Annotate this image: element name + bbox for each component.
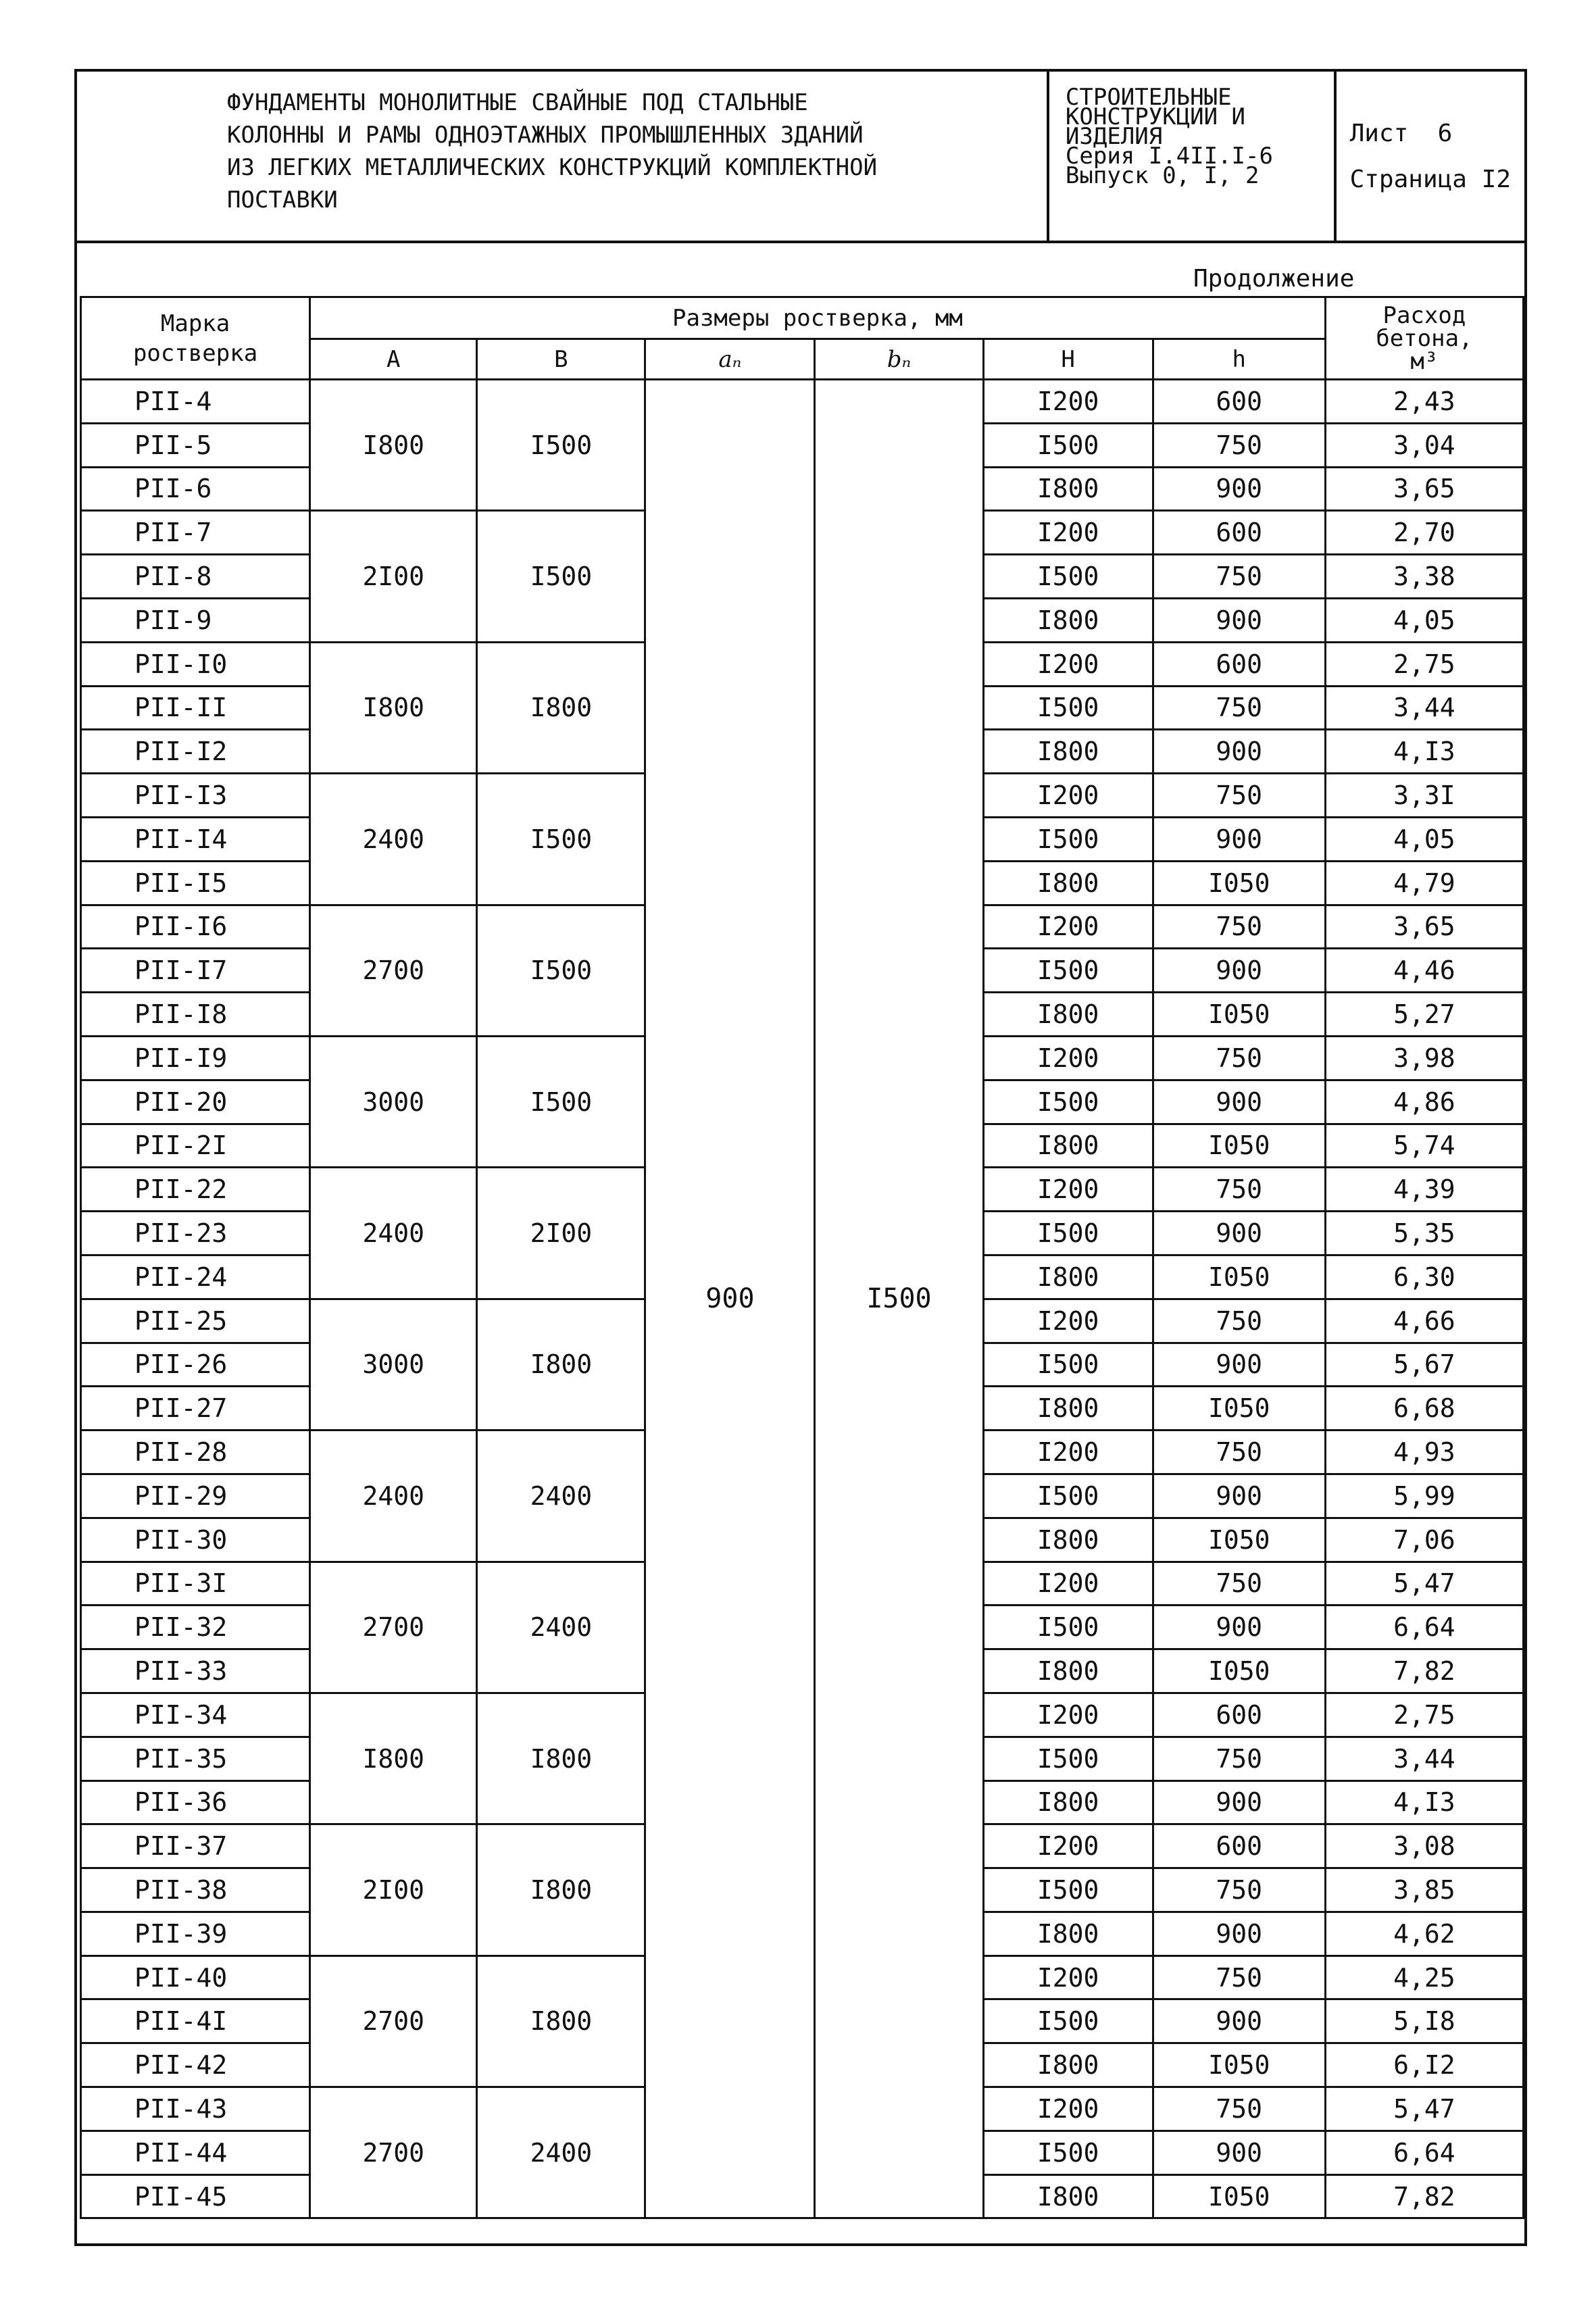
h-upper-cell: I500 [983, 1080, 1153, 1124]
h-upper-cell: I500 [983, 1737, 1153, 1781]
b-cell: I800 [477, 1956, 645, 2087]
h-lower-cell: 600 [1153, 511, 1325, 555]
h-upper-cell: I800 [983, 467, 1153, 511]
continuation-label: Продолжение [1193, 265, 1355, 293]
header-consumption-line: м³ [1410, 347, 1439, 375]
foundation-table [80, 296, 1524, 2219]
mark-cell: PII-42 [81, 2043, 310, 2087]
header-mark-line: ростверка [132, 339, 258, 367]
h-upper-cell: I200 [983, 1299, 1153, 1343]
consumption-cell: 5,47 [1325, 1562, 1523, 1605]
h-upper-cell: I500 [983, 1605, 1153, 1649]
mark-cell: PII-I3 [81, 774, 310, 818]
h-upper-cell: I800 [983, 730, 1153, 774]
b-cell: I500 [477, 380, 645, 511]
h-upper-cell: I800 [983, 598, 1153, 642]
consumption-cell: 4,66 [1325, 1299, 1523, 1343]
consumption-cell: 2,75 [1325, 642, 1523, 686]
b-cell: 2400 [477, 1430, 645, 1562]
consumption-cell: 5,67 [1325, 1343, 1523, 1387]
table-row [81, 380, 1524, 424]
consumption-cell: 5,27 [1325, 993, 1523, 1037]
series-line: Выпуск 0, I, 2 [1065, 162, 1260, 189]
h-upper-cell: I500 [983, 686, 1153, 730]
mark-cell: PII-39 [81, 1912, 310, 1956]
consumption-cell: 3,85 [1325, 1868, 1523, 1912]
h-upper-cell: I800 [983, 2043, 1153, 2087]
h-upper-cell: I800 [983, 2174, 1153, 2218]
header-b: B [477, 339, 645, 380]
h-lower-cell: 600 [1153, 1693, 1325, 1737]
mark-cell: PII-44 [81, 2131, 310, 2174]
b-cell: I500 [477, 905, 645, 1036]
mark-cell: PII-38 [81, 1868, 310, 1912]
h-upper-cell: I200 [983, 1562, 1153, 1605]
h-lower-cell: 900 [1153, 1474, 1325, 1518]
header-mark [81, 297, 310, 380]
mark-cell: PII-34 [81, 1693, 310, 1737]
h-lower-cell: 750 [1153, 1737, 1325, 1781]
mark-cell: PII-I7 [81, 949, 310, 993]
h-upper-cell: I200 [983, 2087, 1153, 2131]
header-consumption [1325, 297, 1523, 380]
h-upper-cell: I500 [983, 423, 1153, 467]
a-cell: I800 [310, 642, 477, 773]
b-cell: I500 [477, 511, 645, 642]
h-lower-cell: 750 [1153, 774, 1325, 818]
h-upper-cell: I800 [983, 993, 1153, 1037]
consumption-cell: 7,06 [1325, 1518, 1523, 1562]
consumption-cell: 3,65 [1325, 905, 1523, 949]
series-line: КОНСТРУКЦИИ И [1065, 103, 1246, 130]
h-upper-cell: I500 [983, 2131, 1153, 2174]
h-upper-cell: I800 [983, 1781, 1153, 1824]
consumption-cell: 4,86 [1325, 1080, 1523, 1124]
mark-cell: PII-22 [81, 1168, 310, 1212]
h-upper-cell: I200 [983, 642, 1153, 686]
h-lower-cell: 600 [1153, 1824, 1325, 1868]
h-lower-cell: I050 [1153, 1649, 1325, 1693]
mark-cell: PII-23 [81, 1212, 310, 1255]
h-lower-cell: 900 [1153, 598, 1325, 642]
h-upper-cell: I200 [983, 905, 1153, 949]
h-upper-cell: I500 [983, 1212, 1153, 1255]
h-lower-cell: 900 [1153, 1212, 1325, 1255]
mark-cell: PII-7 [81, 511, 310, 555]
a-cell: 3000 [310, 1299, 477, 1430]
consumption-cell: 4,05 [1325, 598, 1523, 642]
mark-cell: PII-I6 [81, 905, 310, 949]
consumption-cell: 2,75 [1325, 1693, 1523, 1737]
an-cell: 900 [645, 380, 815, 2218]
h-upper-cell: I800 [983, 1387, 1153, 1430]
consumption-cell: 4,46 [1325, 949, 1523, 993]
a-cell: 3000 [310, 1036, 477, 1167]
h-upper-cell: I500 [983, 1999, 1153, 2043]
mark-cell: PII-29 [81, 1474, 310, 1518]
consumption-cell: 6,64 [1325, 1605, 1523, 1649]
bn-cell: I500 [815, 380, 983, 2218]
mark-cell: PII-33 [81, 1649, 310, 1693]
h-lower-cell: 750 [1153, 555, 1325, 599]
h-lower-cell: 900 [1153, 730, 1325, 774]
title-line: КОЛОННЫ И РАМЫ ОДНОЭТАЖНЫХ ПРОМЫШЛЕННЫХ ЗДАНИЙ [227, 122, 864, 149]
consumption-cell: 5,I8 [1325, 1999, 1523, 2043]
h-lower-cell: 750 [1153, 1168, 1325, 1212]
mark-cell: PII-6 [81, 467, 310, 511]
consumption-cell: 4,39 [1325, 1168, 1523, 1212]
a-cell: 2400 [310, 1430, 477, 1562]
consumption-cell: 4,62 [1325, 1912, 1523, 1956]
h-lower-cell: 750 [1153, 1562, 1325, 1605]
b-cell: 2400 [477, 1562, 645, 1693]
mark-cell: PII-37 [81, 1824, 310, 1868]
h-lower-cell: 750 [1153, 423, 1325, 467]
mark-cell: PII-4I [81, 1999, 310, 2043]
a-cell: 2400 [310, 774, 477, 905]
consumption-cell: 3,44 [1325, 1737, 1523, 1781]
h-upper-cell: I200 [983, 511, 1153, 555]
header-dimensions: Размеры ростверка, мм [310, 297, 1326, 339]
title-line: ИЗ ЛЕГКИХ МЕТАЛЛИЧЕСКИХ КОНСТРУКЦИЙ КОМПЛЕКТНОЙ [227, 154, 878, 181]
b-cell: I800 [477, 642, 645, 773]
h-lower-cell: 900 [1153, 949, 1325, 993]
title-line: ПОСТАВКИ [227, 186, 338, 214]
h-lower-cell: I050 [1153, 993, 1325, 1037]
consumption-cell: 7,82 [1325, 2174, 1523, 2218]
mark-cell: PII-32 [81, 1605, 310, 1649]
series-line: СТРОИТЕЛЬНЫЕ [1065, 84, 1232, 111]
consumption-cell: 5,99 [1325, 1474, 1523, 1518]
consumption-cell: 4,05 [1325, 817, 1523, 861]
h-upper-cell: I800 [983, 861, 1153, 905]
header-an: aₙ [645, 339, 815, 380]
h-lower-cell: 750 [1153, 905, 1325, 949]
sheet-number: Лист 6 [1349, 120, 1453, 147]
series-line: Серия I.4II.I-6 [1065, 143, 1273, 170]
consumption-cell: 5,47 [1325, 2087, 1523, 2131]
h-upper-cell: I500 [983, 1868, 1153, 1912]
h-lower-cell: 900 [1153, 1605, 1325, 1649]
h-upper-cell: I200 [983, 1693, 1153, 1737]
a-cell: 2700 [310, 1562, 477, 1693]
mark-cell: PII-I4 [81, 817, 310, 861]
series-line: ИЗДЕЛИЯ [1065, 123, 1163, 150]
h-lower-cell: 900 [1153, 1912, 1325, 1956]
h-upper-cell: I200 [983, 774, 1153, 818]
header-consumption-line: бетона, [1376, 324, 1473, 352]
consumption-cell: 3,08 [1325, 1824, 1523, 1868]
mark-cell: PII-43 [81, 2087, 310, 2131]
mark-cell: PII-2I [81, 1124, 310, 1168]
a-cell: I800 [310, 380, 477, 511]
a-cell: 2400 [310, 1168, 477, 1299]
mark-cell: PII-30 [81, 1518, 310, 1562]
h-upper-cell: I500 [983, 817, 1153, 861]
h-lower-cell: 750 [1153, 1868, 1325, 1912]
h-upper-cell: I200 [983, 1824, 1153, 1868]
mark-cell: PII-I2 [81, 730, 310, 774]
h-lower-cell: I050 [1153, 1255, 1325, 1299]
h-lower-cell: 750 [1153, 686, 1325, 730]
h-upper-cell: I500 [983, 949, 1153, 993]
mark-cell: PII-24 [81, 1255, 310, 1299]
mark-cell: PII-27 [81, 1387, 310, 1430]
consumption-cell: 3,04 [1325, 423, 1523, 467]
mark-cell: PII-8 [81, 555, 310, 599]
h-lower-cell: 900 [1153, 1080, 1325, 1124]
mark-cell: PII-3I [81, 1562, 310, 1605]
h-lower-cell: I050 [1153, 1387, 1325, 1430]
mark-cell: PII-45 [81, 2174, 310, 2218]
consumption-cell: 4,I3 [1325, 1781, 1523, 1824]
mark-cell: PII-4 [81, 380, 310, 424]
consumption-cell: 3,65 [1325, 467, 1523, 511]
consumption-cell: 6,68 [1325, 1387, 1523, 1430]
consumption-cell: 4,93 [1325, 1430, 1523, 1474]
h-lower-cell: I050 [1153, 2174, 1325, 2218]
mark-cell: PII-36 [81, 1781, 310, 1824]
h-upper-cell: I800 [983, 1912, 1153, 1956]
h-lower-cell: 750 [1153, 1956, 1325, 1999]
consumption-cell: 3,38 [1325, 555, 1523, 599]
mark-cell: PII-I5 [81, 861, 310, 905]
consumption-cell: 5,35 [1325, 1212, 1523, 1255]
consumption-cell: 3,3I [1325, 774, 1523, 818]
h-upper-cell: I500 [983, 555, 1153, 599]
header-bn: bₙ [815, 339, 983, 380]
header-h-upper: H [983, 339, 1153, 380]
h-upper-cell: I200 [983, 1036, 1153, 1080]
a-cell: I800 [310, 1693, 477, 1824]
mark-cell: PII-25 [81, 1299, 310, 1343]
h-lower-cell: 750 [1153, 2087, 1325, 2131]
h-upper-cell: I800 [983, 1124, 1153, 1168]
mark-cell: PII-20 [81, 1080, 310, 1124]
document-title [77, 72, 1049, 241]
consumption-cell: 2,70 [1325, 511, 1523, 555]
drawing-frame [74, 69, 1527, 2246]
h-lower-cell: 750 [1153, 1299, 1325, 1343]
mark-cell: PII-I0 [81, 642, 310, 686]
h-upper-cell: I500 [983, 1343, 1153, 1387]
h-lower-cell: 750 [1153, 1036, 1325, 1080]
consumption-cell: 6,64 [1325, 2131, 1523, 2174]
h-upper-cell: I200 [983, 1430, 1153, 1474]
consumption-cell: 4,79 [1325, 861, 1523, 905]
h-lower-cell: 900 [1153, 1999, 1325, 2043]
h-lower-cell: 900 [1153, 2131, 1325, 2174]
mark-cell: PII-40 [81, 1956, 310, 1999]
h-lower-cell: 900 [1153, 467, 1325, 511]
consumption-cell: 6,30 [1325, 1255, 1523, 1299]
consumption-cell: 5,74 [1325, 1124, 1523, 1168]
mark-cell: PII-35 [81, 1737, 310, 1781]
b-cell: 2400 [477, 2087, 645, 2218]
mark-cell: PII-28 [81, 1430, 310, 1474]
a-cell: 2700 [310, 1956, 477, 2087]
b-cell: I800 [477, 1824, 645, 1956]
mark-cell: PII-I9 [81, 1036, 310, 1080]
h-lower-cell: 600 [1153, 380, 1325, 424]
header-consumption-line: Расход [1382, 301, 1466, 329]
mark-cell: PII-II [81, 686, 310, 730]
h-upper-cell: I500 [983, 1474, 1153, 1518]
mark-cell: PII-5 [81, 423, 310, 467]
h-upper-cell: I800 [983, 1649, 1153, 1693]
h-upper-cell: I200 [983, 380, 1153, 424]
h-upper-cell: I800 [983, 1255, 1153, 1299]
h-lower-cell: I050 [1153, 861, 1325, 905]
series-block [1049, 72, 1337, 241]
consumption-cell: 4,25 [1325, 1956, 1523, 1999]
h-lower-cell: 750 [1153, 1430, 1325, 1474]
h-lower-cell: 900 [1153, 817, 1325, 861]
header-mark-line: Марка [160, 309, 230, 337]
consumption-cell: 7,82 [1325, 1649, 1523, 1693]
b-cell: 2I00 [477, 1168, 645, 1299]
b-cell: I800 [477, 1693, 645, 1824]
consumption-cell: 2,43 [1325, 380, 1523, 424]
consumption-cell: 3,98 [1325, 1036, 1523, 1080]
h-lower-cell: 900 [1153, 1781, 1325, 1824]
consumption-cell: 6,I2 [1325, 2043, 1523, 2087]
mark-cell: PII-26 [81, 1343, 310, 1387]
title-line: ФУНДАМЕНТЫ МОНОЛИТНЫЕ СВАЙНЫЕ ПОД СТАЛЬНЫЕ [227, 89, 808, 116]
header-h-lower: h [1153, 339, 1325, 380]
h-lower-cell: I050 [1153, 1518, 1325, 1562]
h-lower-cell: I050 [1153, 1124, 1325, 1168]
h-upper-cell: I200 [983, 1168, 1153, 1212]
b-cell: I500 [477, 774, 645, 905]
h-upper-cell: I200 [983, 1956, 1153, 1999]
page-number: Страница I2 [1349, 166, 1511, 193]
sheet-block [1337, 72, 1524, 241]
mark-cell: PII-I8 [81, 993, 310, 1037]
h-lower-cell: I050 [1153, 2043, 1325, 2087]
header-a: A [310, 339, 477, 380]
a-cell: 2I00 [310, 1824, 477, 1956]
b-cell: I500 [477, 1036, 645, 1167]
h-upper-cell: I800 [983, 1518, 1153, 1562]
a-cell: 2700 [310, 2087, 477, 2218]
a-cell: 2700 [310, 905, 477, 1036]
h-lower-cell: 900 [1153, 1343, 1325, 1387]
consumption-cell: 4,I3 [1325, 730, 1523, 774]
a-cell: 2I00 [310, 511, 477, 642]
mark-cell: PII-9 [81, 598, 310, 642]
consumption-cell: 3,44 [1325, 686, 1523, 730]
b-cell: I800 [477, 1299, 645, 1430]
h-lower-cell: 600 [1153, 642, 1325, 686]
title-block [77, 72, 1524, 243]
